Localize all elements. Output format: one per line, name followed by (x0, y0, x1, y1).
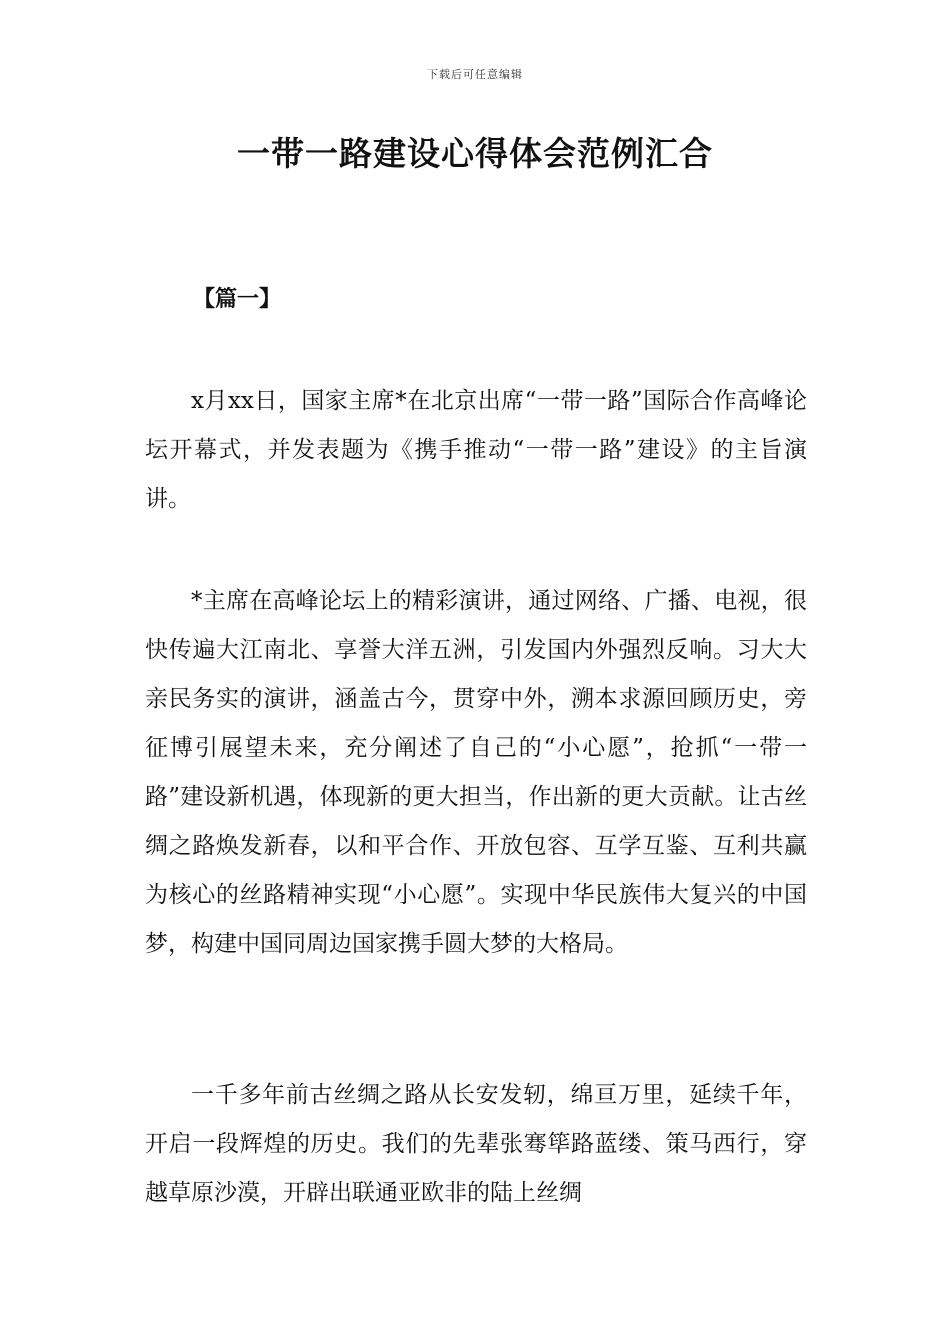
paragraph-1: x月xx日，国家主席*在北京出席“一带一路”国际合作高峰论坛开幕式，并发表题为《携手推动“一带一路”建设》的主旨演讲。 (145, 388, 807, 512)
header-note: 下载后可任意编辑 (427, 68, 523, 81)
paragraph-3: 一千多年前古丝绸之路从长安发轫，绵亘万里，延续千年，开启一段辉煌的历史。我们的先辈张骞筚路蓝缕、策马西行，穿越草原沙漠，开辟出联通亚欧非的陆上丝绸 (145, 1082, 807, 1206)
paragraph-2: *主席在高峰论坛上的精彩演讲，通过网络、广播、电视，很快传遍大江南北、享誉大洋五洲，引发国内外强烈反响。习大大亲民务实的演讲，涵盖古今，贯穿中外，溯本求源回顾历史，旁征博引展望未来，充分阐述了自己的“小心愿”，抢抓“一带一路”建设新机遇，体现新的更大担当，作出新的更大贡献。让古丝绸之路焕发新春，以和平合作、开放包容、互学互鉴、互利共赢为核心的丝路精神实现“小心愿”。实现中华民族伟大复兴的中国梦，构建中国同周边国家携手圆大梦的大格局。 (145, 588, 807, 957)
section-label: 【篇一】 (193, 287, 282, 312)
document-title: 一带一路建设心得体会范例汇合 (237, 134, 713, 173)
